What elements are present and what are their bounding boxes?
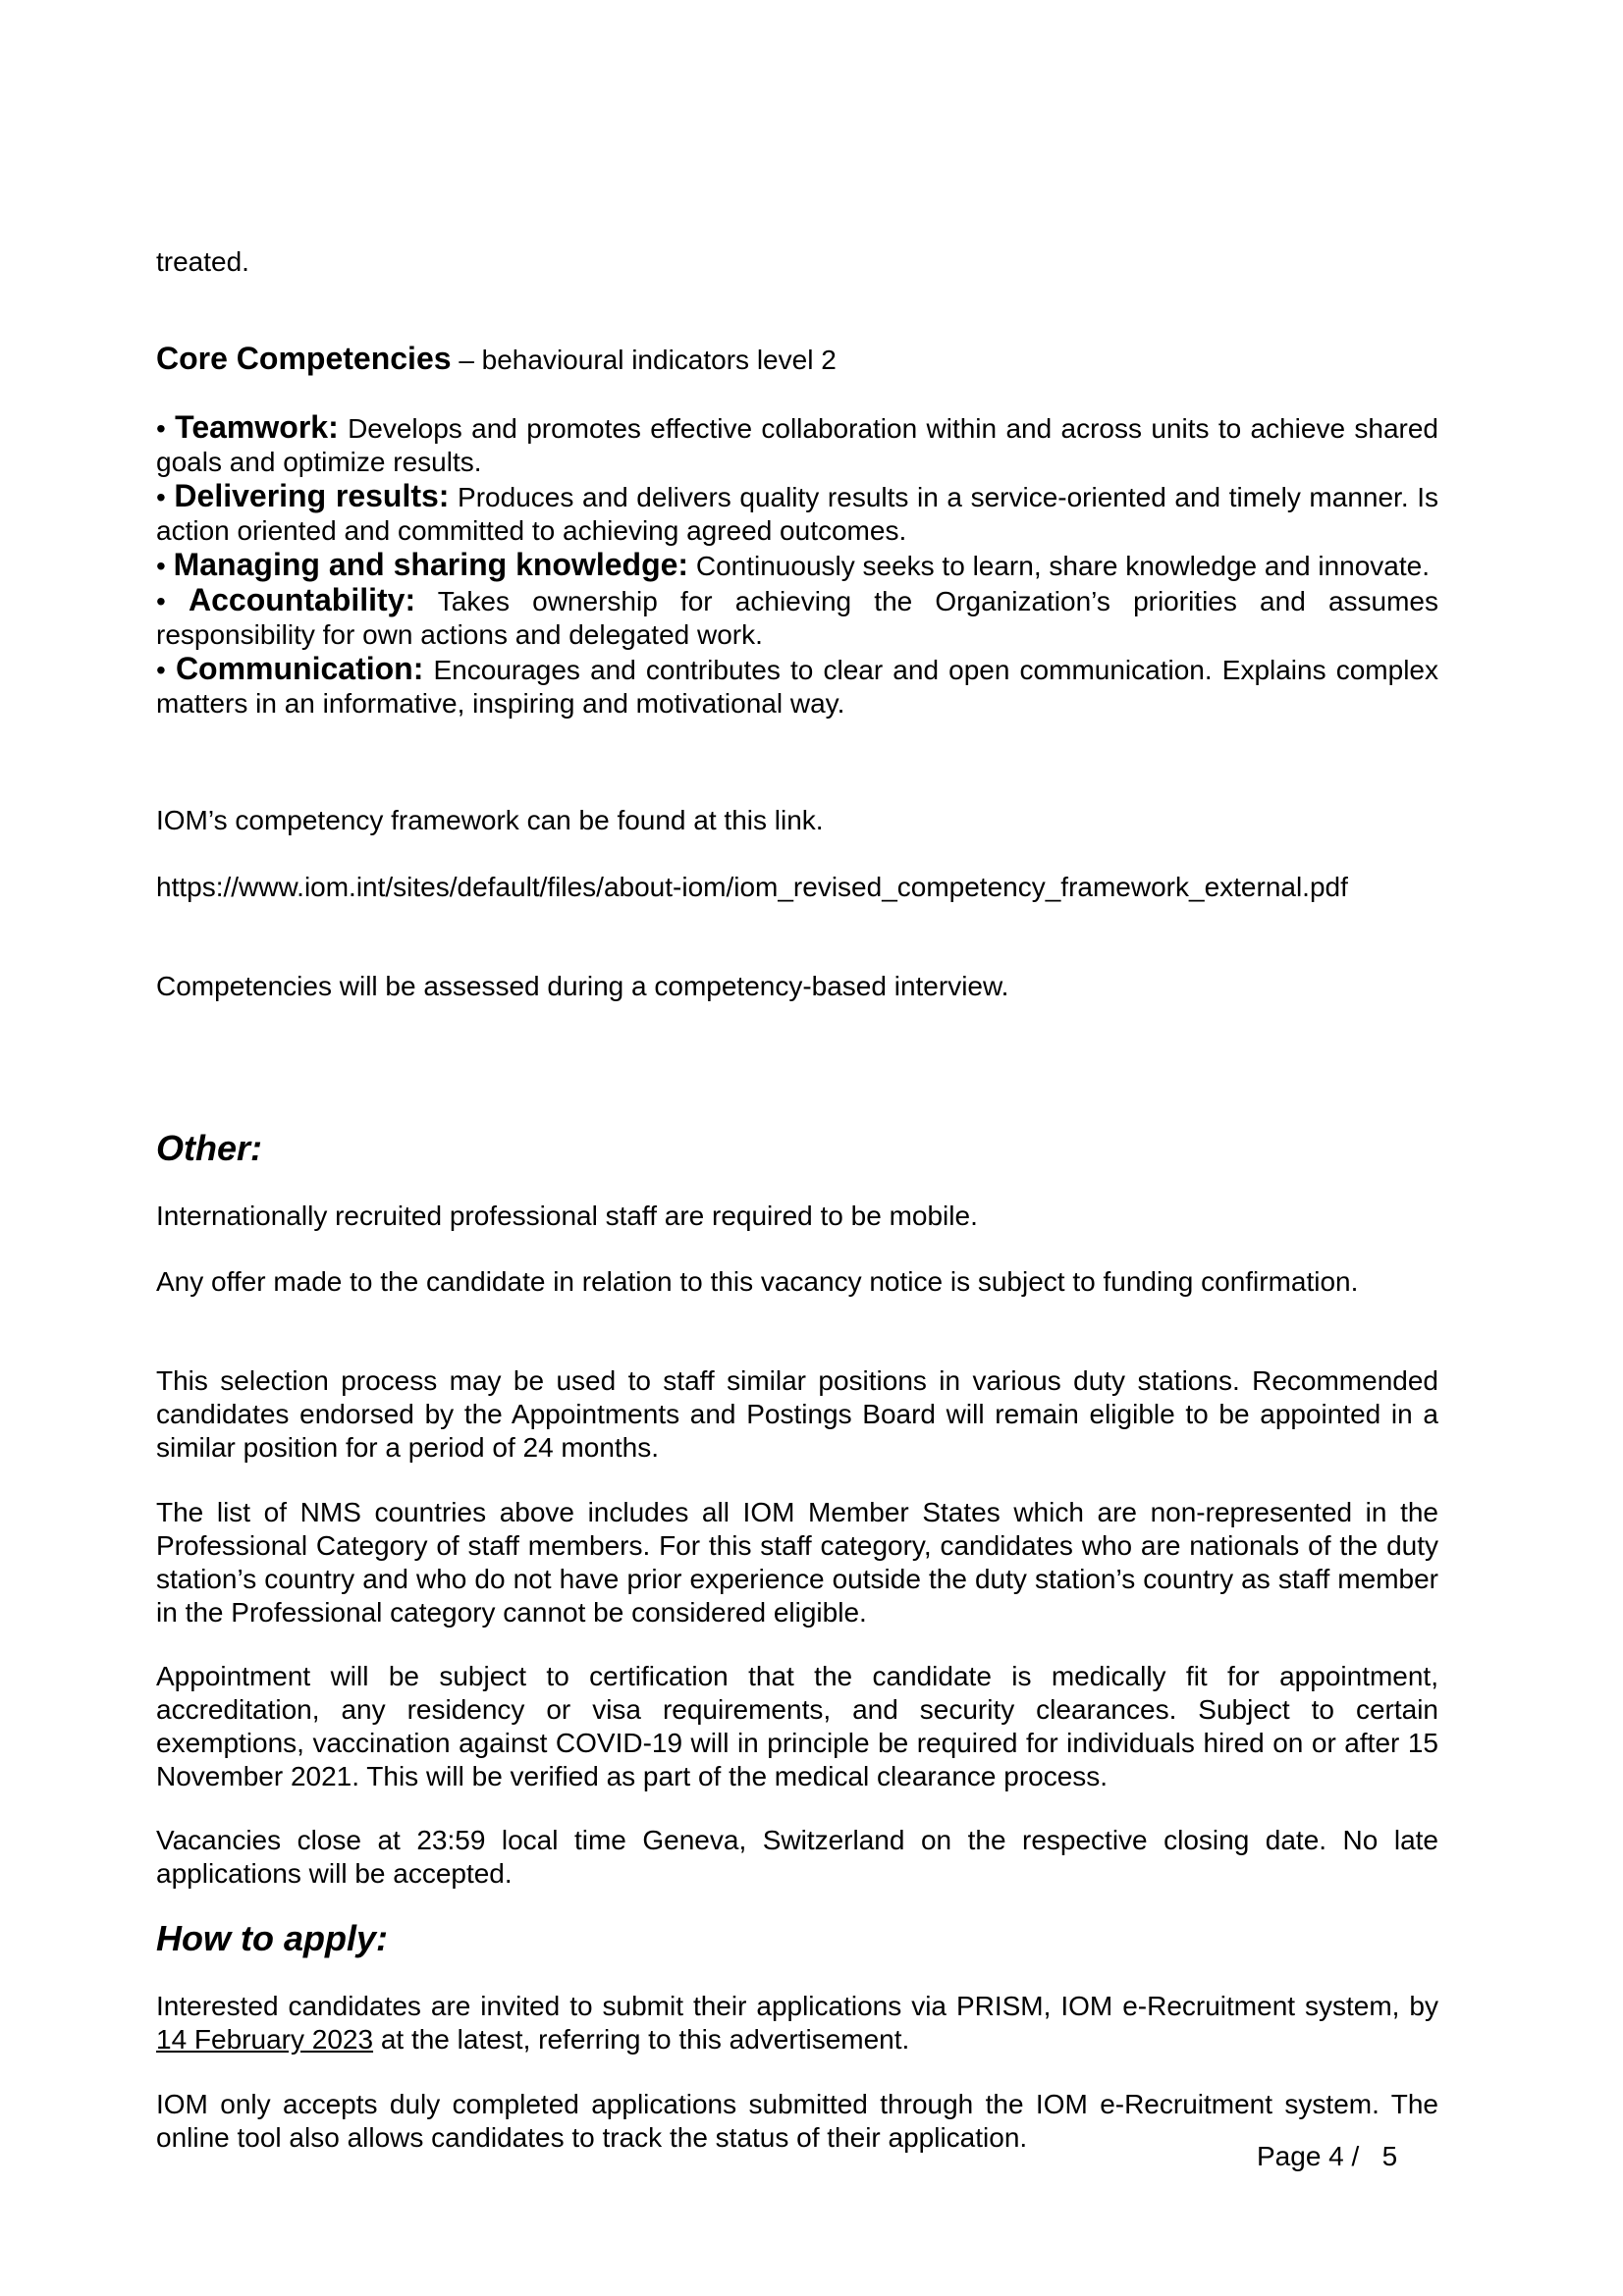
framework-note: IOM’s competency framework can be found at this link.: [156, 805, 824, 835]
competency-item-delivering-results: • Delivering results: Produces and delivers quality results in a service-oriented and timely manner. Is action oriented and committed to achieving agreed outcomes.: [156, 478, 1438, 546]
competency-desc: Develops and promotes effective collaboration within and across units to achieve shared goals and optimize results.: [156, 413, 1438, 477]
competency-desc: Takes ownership for achieving the Organization’s priorities and assumes responsibility for own actions and delegated work.: [156, 586, 1438, 650]
competency-term: Delivering results:: [174, 478, 450, 513]
competency-term: Teamwork:: [175, 409, 339, 445]
assessment-note: Competencies will be assessed during a competency-based interview.: [156, 971, 1009, 1001]
competency-item-managing-knowledge: • Managing and sharing knowledge: Continuously seeks to learn, share knowledge and innovate.: [156, 547, 1430, 582]
core-competencies-subtitle: – behavioural indicators level 2: [459, 345, 837, 375]
core-competencies-title: Core Competencies: [156, 341, 452, 376]
competency-desc: Encourages and contributes to clear and open communication. Explains complex matters in an informative, inspiring and motivational way.: [156, 655, 1438, 719]
competency-desc: Produces and delivers quality results in a service-oriented and timely manner. Is action oriented and committed to achieving agreed outcomes.: [156, 482, 1438, 546]
competency-item-accountability: • Accountability: Takes ownership for achieving the Organization’s priorities and assumes responsibility for own actions and delegated work.: [156, 582, 1438, 650]
how-to-apply-paragraph: [156, 1990, 1438, 2056]
competency-item-communication: • Communication: Encourages and contributes to clear and open communication. Explains complex matters in an informative, inspiring and motivational way.: [156, 651, 1438, 719]
competency-list: [156, 410, 1438, 721]
other-paragraph: Any offer made to the candidate in relation to this vacancy notice is subject to funding confirmation.: [156, 1266, 1359, 1297]
competency-desc: Continuously seeks to learn, share knowledge and innovate.: [688, 551, 1430, 581]
competency-term: Managing and sharing knowledge:: [173, 547, 689, 582]
apply-text-before: Interested candidates are invited to submit their applications via PRISM, IOM e-Recruitment system, by: [156, 1991, 1438, 2021]
competency-term: Accountability:: [189, 582, 416, 617]
page-number: Page 4 / 5: [1257, 2141, 1398, 2171]
other-heading: Other:: [156, 1128, 262, 1168]
how-to-apply-paragraph: IOM only accepts duly completed applications submitted through the IOM e-Recruitment system. The online tool also allows candidates to track the status of their application.: [156, 2089, 1438, 2153]
other-paragraph: The list of NMS countries above includes all IOM Member States which are non-represented in the Professional Category of staff members. For this staff category, candidates who are nationals of the duty station’s country and who do not have prior experience outside the duty station’s country as staff member in the Professional category cannot be considered eligible.: [156, 1497, 1438, 1628]
how-to-apply-heading: How to apply:: [156, 1918, 388, 1958]
other-paragraph: This selection process may be used to staff similar positions in various duty stations. Recommended candidates endorsed by the Appointments and Postings Board will remain eligible to be appointed in a similar position for a period of 24 months.: [156, 1365, 1438, 1463]
continued-text: treated.: [156, 246, 249, 277]
core-competencies-heading: [156, 342, 1438, 377]
competency-term: Communication:: [175, 651, 424, 686]
other-paragraph: Vacancies close at 23:59 local time Geneva, Switzerland on the respective closing date. No late applications will be accepted.: [156, 1825, 1438, 1889]
competency-item-teamwork: • Teamwork: Develops and promotes effective collaboration within and across units to achieve shared goals and optimize results.: [156, 409, 1438, 477]
application-deadline: 14 February 2023: [156, 2024, 374, 2055]
apply-text-after: at the latest, referring to this advertisement.: [373, 2024, 910, 2055]
other-paragraph: Internationally recruited professional staff are required to be mobile.: [156, 1201, 978, 1231]
framework-link[interactable]: https://www.iom.int/sites/default/files/about-iom/iom_revised_competency_framework_external.pdf: [156, 872, 1348, 902]
other-paragraph: Appointment will be subject to certification that the candidate is medically fit for appointment, accreditation, any residency or visa requirements, and security clearances. Subject to certain exemptions, vaccination against COVID-19 will in principle be required for individuals hired on or after 15 November 2021. This will be verified as part of the medical clearance process.: [156, 1661, 1438, 1791]
